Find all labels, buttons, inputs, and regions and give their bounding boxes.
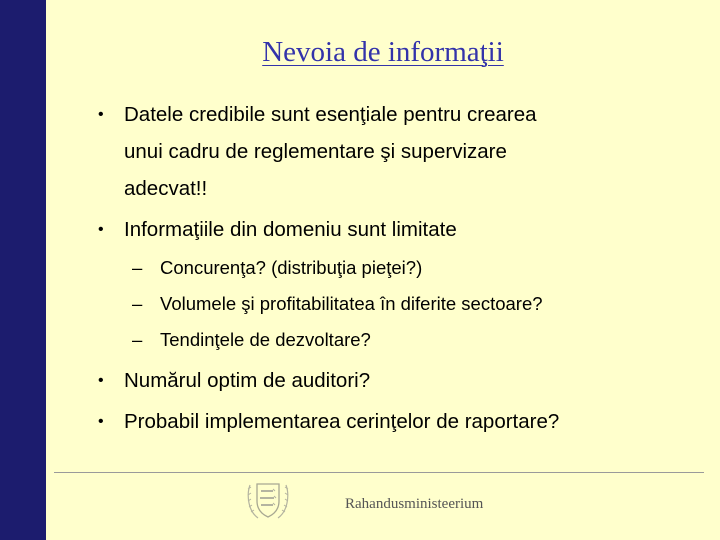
bullet-line: Informaţiile din domeniu sunt limitate: [124, 218, 457, 241]
sub-item: [96, 322, 696, 358]
sub-item-text: Tendinţele de dezvoltare?: [160, 329, 371, 350]
ministry-name: Rahandusministeerium: [345, 496, 484, 512]
bullet-dot-icon: •: [98, 106, 104, 123]
sub-item: [96, 250, 696, 286]
slide-title: Nevoia de informaţii: [262, 36, 504, 68]
sub-item-text: Concurenţa? (distribuţia pieţei?): [160, 257, 423, 278]
dash-icon: –: [132, 257, 143, 278]
bullet-item: [96, 403, 696, 440]
footer-divider: [54, 472, 704, 473]
sub-item-text: Volumele şi profitabilitatea în diferite sectoare?: [160, 293, 543, 314]
bullet-dot-icon: •: [98, 413, 104, 430]
bullet-line: Numărul optim de auditori?: [124, 369, 371, 392]
dash-icon: –: [132, 293, 143, 314]
dash-icon: –: [132, 329, 143, 350]
bullet-line: adecvat!!: [124, 177, 208, 200]
bullet-item: [96, 362, 696, 399]
coat-of-arms-icon: [244, 479, 292, 523]
bullet-item: [96, 96, 696, 207]
bullet-dot-icon: •: [98, 221, 104, 238]
sub-item: [96, 286, 696, 322]
bullet-dot-icon: •: [98, 372, 104, 389]
bullet-line: unui cadru de reglementare şi supervizare: [124, 140, 507, 163]
slide-content: [96, 96, 696, 440]
bullet-line: Datele credibile sunt esenţiale pentru crearea: [124, 103, 537, 126]
left-accent-bar: [0, 0, 46, 540]
bullet-line: Probabil implementarea cerinţelor de raportare?: [124, 410, 560, 433]
bullet-item: [96, 211, 696, 248]
